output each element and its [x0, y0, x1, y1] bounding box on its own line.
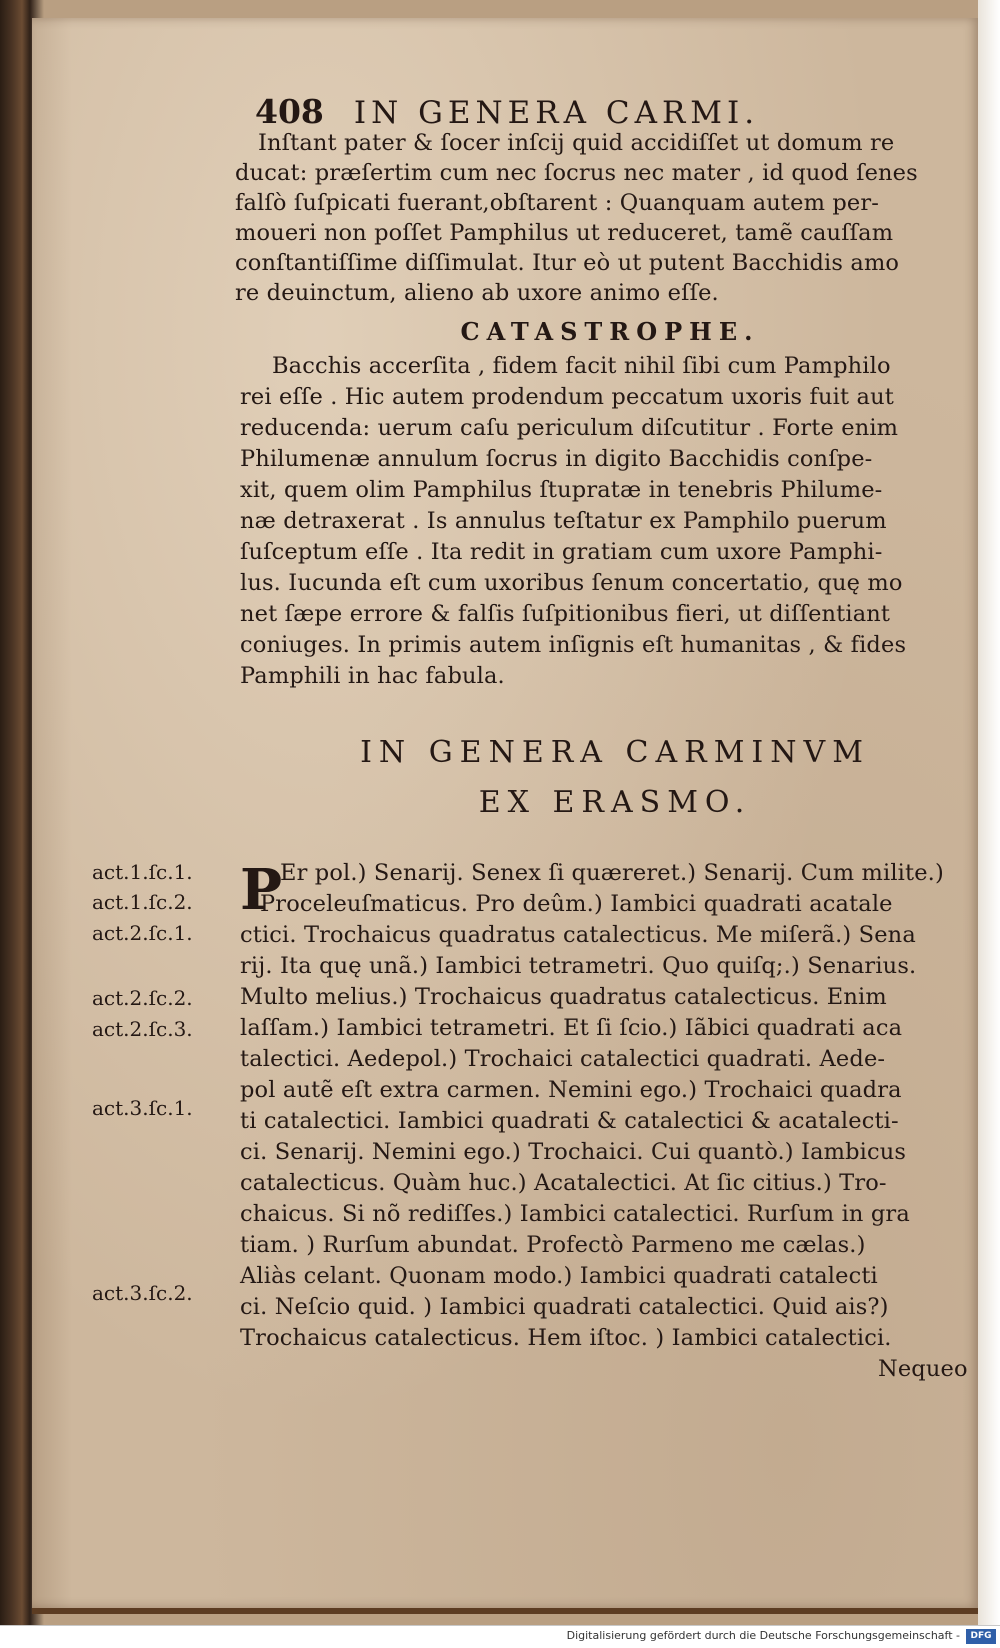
catastrophe-line: reducenda: uerum caſu periculum diſcutitur . Forte enim — [240, 415, 899, 441]
section-heading-line1: IN GENERA CARMINVM — [360, 735, 870, 770]
catastrophe-line: Philumenæ annulum ſocrus in digito Bacchidis conſpe- — [240, 446, 873, 472]
drop-initial: P — [240, 857, 283, 923]
meter-line: Aliàs celant. Quonam modo.) Iambici quadrati catalecti — [240, 1263, 878, 1289]
scan-border — [978, 0, 1000, 1625]
catastrophe-line: ſuſceptum eſſe . Ita redit in gratiam cum uxore Pamphi- — [240, 539, 883, 565]
meter-line: pol autẽ eſt extra carmen. Nemini ego.) Trochaici quadra — [240, 1077, 902, 1103]
margin-note: act.2.ſc.3. — [92, 1017, 193, 1041]
catastrophe-heading: CATASTROPHE. — [460, 317, 760, 346]
catastrophe-line: xit, quem olim Pamphilus ſtupratæ in tenebris Philume- — [240, 477, 883, 503]
intro-line: Inſtant pater & ſocer inſcij quid accidiſſet ut domum re — [258, 130, 895, 156]
catastrophe-line: Bacchis accerſita , fidem facit nihil ſibi cum Pamphilo — [272, 353, 891, 379]
meter-line: ctici. Trochaicus quadratus catalecticus. Me miſerã.) Sena — [240, 922, 916, 948]
intro-line: falſò ſuſpicati fuerant,obſtarent : Quanquam autem per- — [235, 190, 880, 216]
margin-note: act.2.ſc.1. — [92, 921, 193, 945]
meter-line: catalecticus. Quàm huc.) Acatalectici. At ſic citius.) Tro- — [240, 1170, 887, 1196]
meter-line: laſſam.) Iambici tetrametri. Et ſi ſcio.) Iãbici quadrati aca — [240, 1015, 903, 1041]
intro-line: moueri non poſſet Pamphilus ut reduceret, tamẽ cauſſam — [235, 220, 894, 246]
dfg-logo[interactable]: DFG — [966, 1629, 996, 1644]
meter-line: ti catalectici. Iambici quadrati & catalectici & acatalecti- — [240, 1108, 899, 1134]
margin-note: act.3.ſc.2. — [92, 1281, 193, 1305]
meter-line: rij. Ita quę unã.) Iambici tetrametri. Quo quiſq;.) Senarius. — [240, 953, 917, 979]
intro-line: re deuinctum, alieno ab uxore animo eſſe. — [235, 280, 719, 306]
footer-credit: Digitalisierung gefördert durch die Deutsche Forschungsgemeinschaft - — [566, 1629, 960, 1642]
catastrophe-line: coniuges. In primis autem inſignis eſt humanitas , & fides — [240, 632, 907, 658]
running-title: IN GENERA CARMI. — [353, 95, 760, 131]
meter-line: Multo melius.) Trochaicus quadratus catalecticus. Enim — [240, 984, 887, 1010]
meter-line: tiam. ) Rurſum abundat. Profectò Parmeno me cælas.) — [240, 1232, 866, 1258]
section-heading-line2: EX ERASMO. — [478, 785, 752, 820]
meter-line: ci. Senarij. Nemini ego.) Trochaici. Cui quantò.) Iambicus — [240, 1139, 907, 1165]
meter-line: talectici. Aedepol.) Trochaici catalectici quadrati. Aede- — [240, 1046, 886, 1072]
catchword: Nequeo — [878, 1356, 968, 1382]
catastrophe-line: næ detraxerat . Is annulus teſtatur ex Pamphilo puerum — [240, 508, 887, 534]
meter-line: ci. Neſcio quid. ) Iambici quadrati catalectici. Quid ais?) — [240, 1294, 889, 1320]
page-number: 408 — [255, 92, 324, 131]
margin-note: act.2.ſc.2. — [92, 986, 193, 1010]
catastrophe-line: Pamphili in hac fabula. — [240, 663, 505, 689]
footer-bar — [0, 1625, 1000, 1648]
catastrophe-line: rei eſſe . Hic autem prodendum peccatum uxoris fuit aut — [240, 384, 894, 410]
intro-line: conſtantiſſime diſſimulat. Itur eò ut putent Bacchidis amo — [235, 250, 900, 276]
catastrophe-line: lus. Iucunda eſt cum uxoribus ſenum concertatio, quę mo — [240, 570, 903, 596]
margin-note: act.1.ſc.1. — [92, 860, 193, 884]
margin-note: act.3.ſc.1. — [92, 1096, 193, 1120]
meter-line: Proceleuſmaticus. Pro deûm.) Iambici quadrati acatale — [260, 891, 893, 917]
catastrophe-line: net ſæpe errore & falſis ſuſpitionibus fieri, ut diſſentiant — [240, 601, 891, 627]
intro-line: ducat: præſertim cum nec ſocrus nec mater , id quod ſenes — [235, 160, 918, 186]
meter-line: Er pol.) Senarij. Senex ſi quæreret.) Senarij. Cum milite.) — [280, 860, 944, 886]
meter-line: chaicus. Si nõ rediſſes.) Iambici catalectici. Rurſum in gra — [240, 1201, 910, 1227]
margin-note: act.1.ſc.2. — [92, 890, 193, 914]
meter-line: Trochaicus catalecticus. Hem iſtoc. ) Iambici catalectici. — [240, 1325, 892, 1351]
